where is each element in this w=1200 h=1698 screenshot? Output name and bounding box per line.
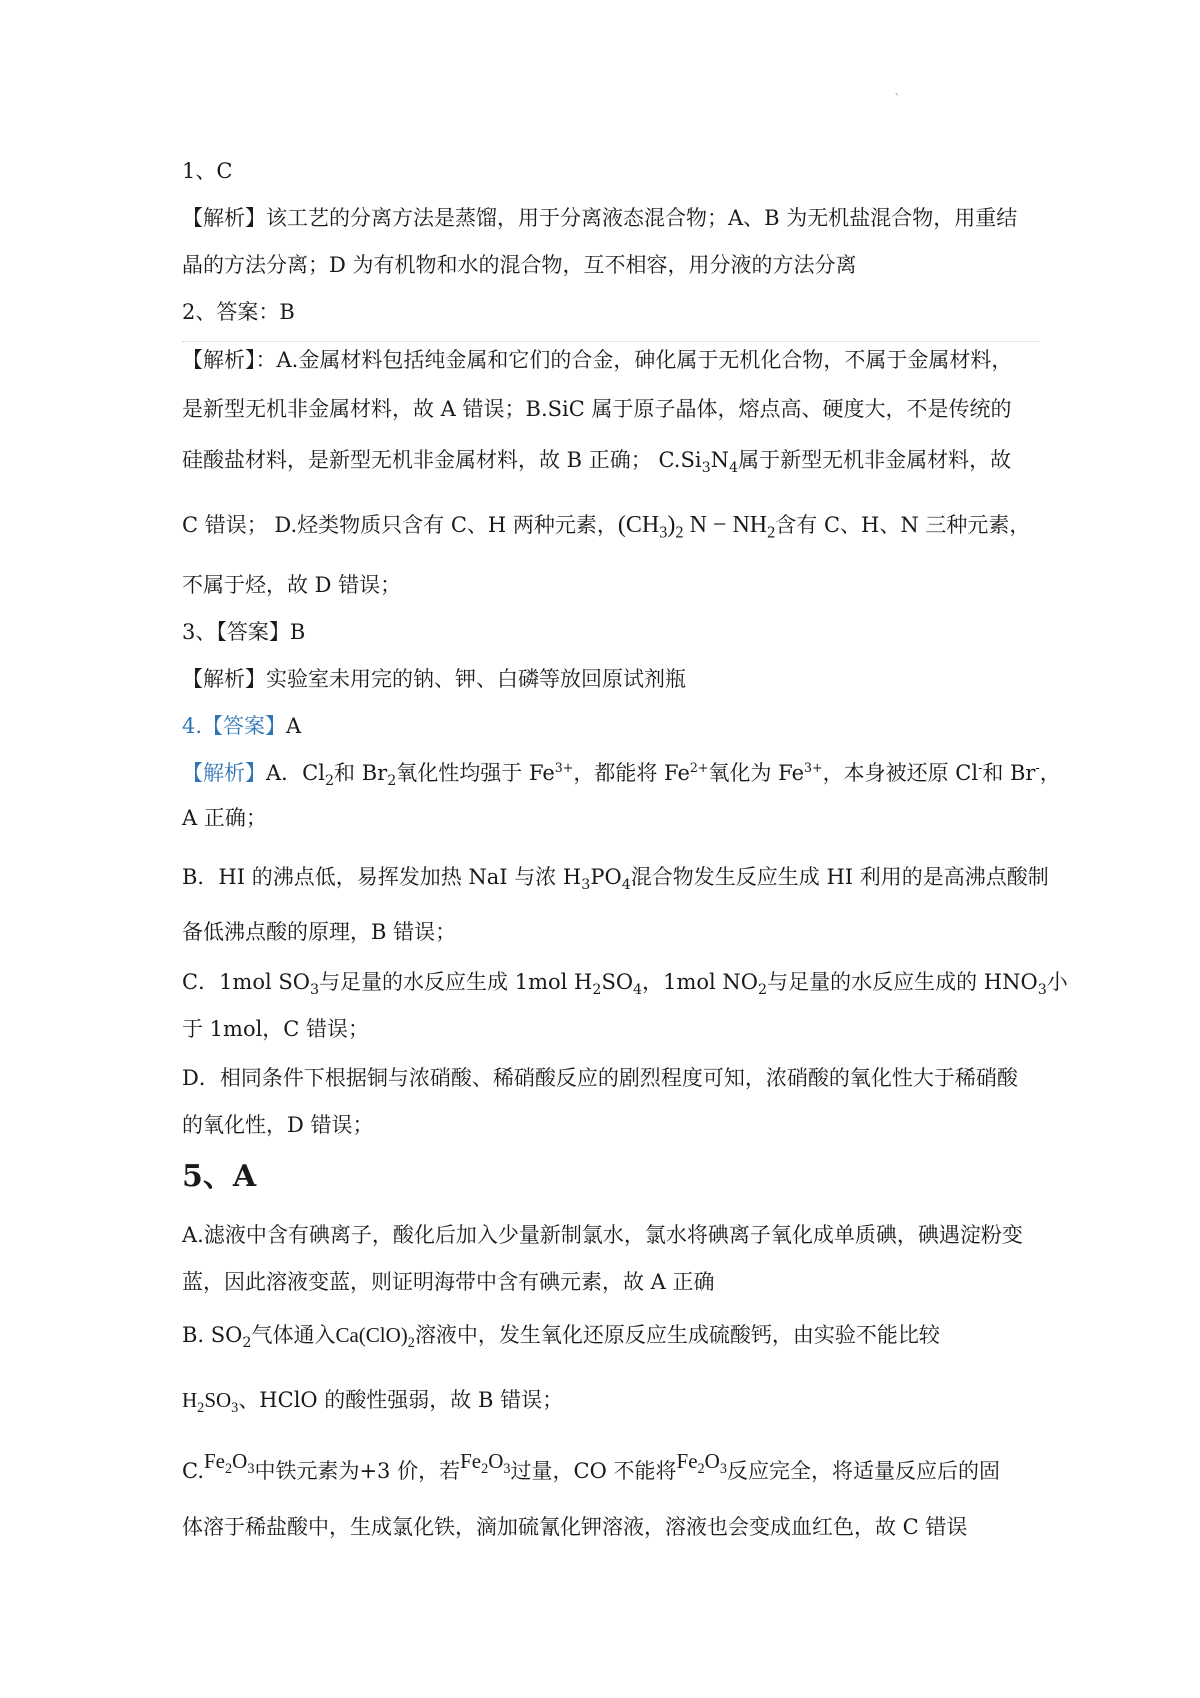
text-run: 属于新型无机非金属材料，故 — [738, 448, 1012, 472]
text-run: PO — [590, 865, 622, 889]
subscript: 4 — [729, 459, 739, 476]
text-run: SO — [601, 970, 634, 994]
text-run: 与足量的水反应生成的 HNO — [767, 970, 1038, 994]
subscript: 3 — [1037, 981, 1047, 998]
text-run: 含有 C、H、N 三种元素， — [775, 513, 1031, 537]
subscript: 2 — [697, 1460, 705, 1477]
q3-answer: 3、【答案】B — [182, 620, 306, 644]
subscript: 3 — [581, 876, 591, 893]
subscript: 3 — [701, 459, 711, 476]
text-run: 、HClO 的酸性强弱，故 B 错误； — [238, 1388, 564, 1412]
text-run: SO — [204, 1388, 232, 1412]
text-run: 反应完全，将适量反应后的固 — [726, 1459, 1000, 1483]
subscript: 3 — [503, 1460, 511, 1477]
text-run: A．Cl — [266, 761, 325, 785]
q5-option-a-line1: A.滤液中含有碘离子，酸化后加入少量新制氯水，氯水将碘离子氧化成单质碘，碘遇淀粉变 — [182, 1223, 1023, 1247]
formula-fe2o3 — [460, 1449, 511, 1477]
formula-h2so3 — [182, 1388, 239, 1416]
q2-analysis-line2: 是新型无机非金属材料，故 A 错误；B.SiC 属于原子晶体，熔点高、硬度大，不是传统的 — [182, 397, 1012, 421]
text-run: 和 Br — [334, 761, 388, 785]
text-run: O — [232, 1449, 248, 1473]
text-run: ，都能将 Fe — [573, 761, 690, 785]
q2-analysis-line4 — [182, 510, 1042, 540]
superscript: - — [978, 759, 983, 775]
q4-option-d-line1: D．相同条件下根据铜与浓硝酸、稀硝酸反应的剧烈程度可知，浓硝酸的氧化性大于稀硝酸 — [182, 1066, 1018, 1090]
q5-option-c-line1 — [182, 1449, 1042, 1486]
subscript: 3 — [231, 1399, 239, 1416]
text-run: ，本身被还原 Cl — [822, 761, 979, 785]
text-run: C．1mol SO — [182, 970, 310, 994]
text-run: ) — [667, 512, 676, 538]
subscript: 2 — [242, 1334, 252, 1351]
q2-analysis-line1: 【解析】：A.金属材料包括纯金属和它们的合金，砷化属于无机化合物，不属于金属材料， — [182, 348, 1013, 372]
superscript: 3+ — [554, 759, 574, 775]
q5-option-b-line1 — [182, 1320, 1042, 1350]
subscript: 4 — [633, 981, 643, 998]
q5-option-a-line2: 蓝，因此溶液变蓝，则证明海带中含有碘元素，故 A 正确 — [182, 1270, 715, 1294]
subscript: 3 — [309, 981, 320, 998]
divider — [182, 341, 1040, 342]
text-run: C 错误； D.烃类物质只含有 C、H 两种元素， — [182, 513, 618, 537]
q5-option-c-line2: 体溶于稀盐酸中，生成氯化铁，滴加硫氰化钾溶液，溶液也会变成血红色，故 C 错误 — [182, 1515, 968, 1539]
q2-analysis-line5: 不属于烃，故 D 错误； — [182, 573, 402, 597]
q5-option-b-line2 — [182, 1385, 1042, 1415]
text-run: ， — [1039, 761, 1061, 785]
text-run: O — [704, 1449, 720, 1473]
text-run: 过量，CO 不能将 — [510, 1459, 677, 1483]
stray-mark: ` — [894, 92, 901, 108]
subscript: 2 — [225, 1460, 233, 1477]
subscript: 2 — [592, 981, 602, 998]
text-run: 溶液中，发生氧化还原反应生成硫酸钙，由实验不能比较 — [414, 1323, 940, 1347]
text-run: C. — [182, 1459, 204, 1483]
q1-analysis-line1: 【解析】该工艺的分离方法是蒸馏，用于分离液态混合物；A、B 为无机盐混合物，用重结 — [182, 206, 1018, 230]
text-run: 混合物发生反应生成 HI 利用的是高沸点酸制 — [630, 865, 1049, 889]
text-run: Fe — [460, 1449, 482, 1473]
text-run: Fe — [204, 1449, 225, 1473]
subscript: 4 — [621, 876, 631, 893]
formula-fe2o3 — [676, 1449, 727, 1477]
text-run: 氧化为 Fe — [708, 761, 805, 785]
text-run: N − NH — [683, 512, 768, 538]
subscript: 2 — [387, 772, 397, 789]
q2-answer: 2、答案：B — [182, 300, 295, 324]
text-run: 氧化性均强于 Fe — [396, 761, 555, 785]
text-run: 中铁元素为+3 价，若 — [254, 1459, 461, 1483]
subscript: 2 — [324, 772, 335, 789]
text-run: 小 — [1046, 970, 1068, 994]
q2-analysis-line3 — [182, 445, 1042, 475]
formula-fe2o3 — [204, 1449, 255, 1477]
q4-option-c-line2: 于 1mol，C 错误； — [182, 1017, 370, 1041]
subscript: 2 — [758, 981, 768, 998]
text-run: 硅酸盐材料，是新型无机非金属材料，故 B 正确； C.Si — [182, 448, 702, 472]
subscript: 2 — [675, 522, 684, 542]
q4-answer — [182, 711, 1042, 741]
text-run: ，1mol NO — [642, 970, 759, 994]
text-run: B. SO — [182, 1323, 243, 1347]
text-run: H — [182, 1388, 198, 1412]
q4-option-c-line1 — [182, 967, 1068, 998]
q4-analysis-line1 — [182, 758, 1061, 789]
q4-option-d-line2: 的氧化性，D 错误； — [182, 1113, 374, 1137]
text-run: N — [710, 448, 730, 472]
q4-analysis-line2: A 正确； — [182, 806, 267, 830]
text-run: 与足量的水反应生成 1mol H — [319, 970, 593, 994]
text-run: B．HI 的沸点低，易挥发加热 NaI 与浓 H — [182, 865, 582, 889]
subscript: 3 — [247, 1460, 255, 1477]
q1-analysis-line2: 晶的方法分离；D 为有机物和水的混合物，互不相容，用分液的方法分离 — [182, 253, 857, 277]
text-run: 4.【答案】 — [182, 714, 287, 738]
text-run: (CH — [617, 512, 660, 538]
superscript: 3+ — [804, 759, 823, 775]
q4-option-b-line1 — [182, 862, 1049, 893]
subscript: 2 — [481, 1460, 489, 1477]
subscript: 2 — [767, 522, 776, 542]
superscript: - — [1035, 759, 1040, 775]
subscript: 2 — [197, 1399, 205, 1416]
q3-analysis: 【解析】实验室未用完的钠、钾、白磷等放回原试剂瓶 — [182, 667, 686, 691]
q4-option-b-line2: 备低沸点酸的原理，B 错误； — [182, 920, 457, 944]
text-run: 【解析】 — [182, 761, 266, 785]
text-run: 和 Br — [982, 761, 1036, 785]
text-run: A — [286, 714, 302, 738]
text-run: Fe — [676, 1449, 698, 1473]
subscript: 2 — [407, 1334, 415, 1351]
subscript: 3 — [659, 522, 668, 542]
text-run: O — [488, 1449, 504, 1473]
formula-caclo2 — [335, 1323, 415, 1351]
formula-ch3-2-n-nh2 — [617, 512, 776, 542]
subscript: 3 — [719, 1460, 727, 1477]
superscript: 2+ — [689, 759, 709, 775]
text-run: Ca(ClO) — [335, 1323, 408, 1347]
q1-number: 1、C — [182, 159, 233, 183]
text-run: 气体通入 — [251, 1323, 336, 1347]
q5-heading: 5、A — [182, 1159, 257, 1194]
